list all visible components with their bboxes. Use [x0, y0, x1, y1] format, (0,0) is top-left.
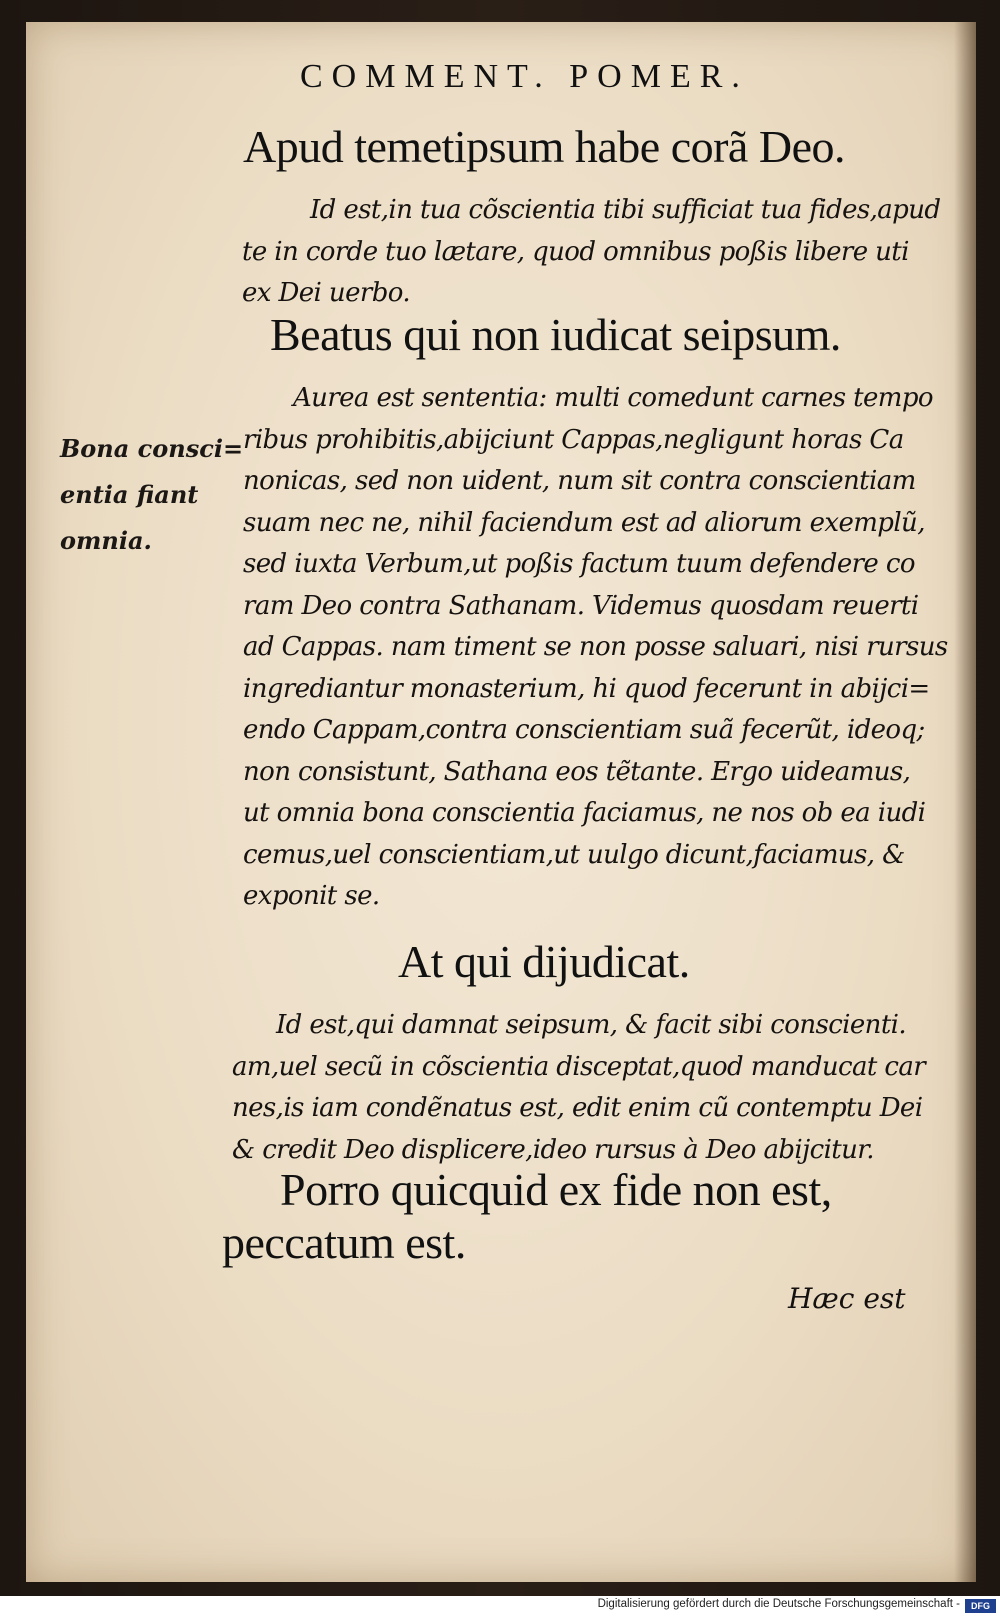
- text-line: cemus,uel conscientiam,ut uulgo dicunt,faciamus, &: [243, 839, 905, 870]
- text-line: sed iuxta Verbum,ut poßis factum tuum defendere co: [243, 549, 915, 579]
- text-line: Id est,in tua cõscientia tibi sufficiat tua fides,apud: [310, 195, 941, 225]
- text-line: Aurea est sententia: multi comedunt carnes tempo: [293, 383, 933, 413]
- lemma-porro-line-2: peccatum est.: [222, 1217, 466, 1268]
- marginal-line: entia fiant: [60, 480, 199, 509]
- text-line: te in corde tuo lætare, quod omnibus poßis libere uti: [242, 236, 909, 267]
- lemma-porro-line-1: Porro quicquid ex fide non est,: [280, 1164, 832, 1215]
- marginal-note: [60, 426, 244, 564]
- dfg-logo: DFG: [965, 1599, 996, 1613]
- text-line: ad Cappas. nam timent se non posse saluari, nisi rursus: [243, 632, 948, 662]
- text-line: ram Deo contra Sathanam. Videmus quosdam reuerti: [243, 590, 919, 621]
- text-line: endo Cappam,contra conscientiam suã fecerũt, ideoq;: [243, 715, 925, 745]
- commentary-paragraph-1: [242, 190, 941, 315]
- text-line: nes,is iam condẽnatus est, edit enim cũ contemptu Dei: [232, 1093, 923, 1123]
- text-line: ex Dei uerbo.: [242, 278, 410, 308]
- marginal-line: Bona consci=: [60, 434, 244, 463]
- text-line: non consistunt, Sathana eos tẽtante. Ergo uideamus,: [243, 756, 911, 787]
- text-line: ut omnia bona conscientia faciamus, ne nos ob ea iudi: [243, 798, 926, 828]
- lemma-atqui: At qui dijudicat.: [398, 936, 690, 987]
- text-line: suam nec ne, nihil faciendum est ad aliorum exemplũ,: [243, 507, 925, 538]
- commentary-paragraph-3: [232, 1005, 926, 1171]
- running-head: COMMENT. POMER.: [300, 58, 749, 95]
- commentary-paragraph-2: [243, 378, 948, 918]
- lemma-beatus: Beatus qui non iudicat seipsum.: [270, 309, 841, 360]
- catchword: Hæc est: [788, 1282, 906, 1315]
- text-line: exponit se.: [243, 881, 380, 911]
- marginal-line: omnia.: [60, 526, 152, 555]
- text-line: ingrediantur monasterium, hi quod fecerunt in abijci=: [243, 673, 930, 704]
- digitization-credit: Digitalisierung gefördert durch die Deutsche Forschungsgemeinschaft -: [597, 1598, 960, 1610]
- text-line: am,uel secũ in cõscientia disceptat,quod manducat car: [232, 1051, 926, 1082]
- text-line: nonicas, sed non uident, num sit contra conscientiam: [243, 466, 916, 496]
- text-line: Id est,qui damnat seipsum, & facit sibi conscienti.: [276, 1010, 907, 1040]
- text-line: & credit Deo displicere,ideo rursus à Deo abijcitur.: [232, 1134, 874, 1165]
- text-line: ribus prohibitis,abijciunt Cappas,negligunt horas Ca: [243, 424, 904, 455]
- lemma-apud: Apud temetipsum habe corã Deo.: [243, 121, 845, 172]
